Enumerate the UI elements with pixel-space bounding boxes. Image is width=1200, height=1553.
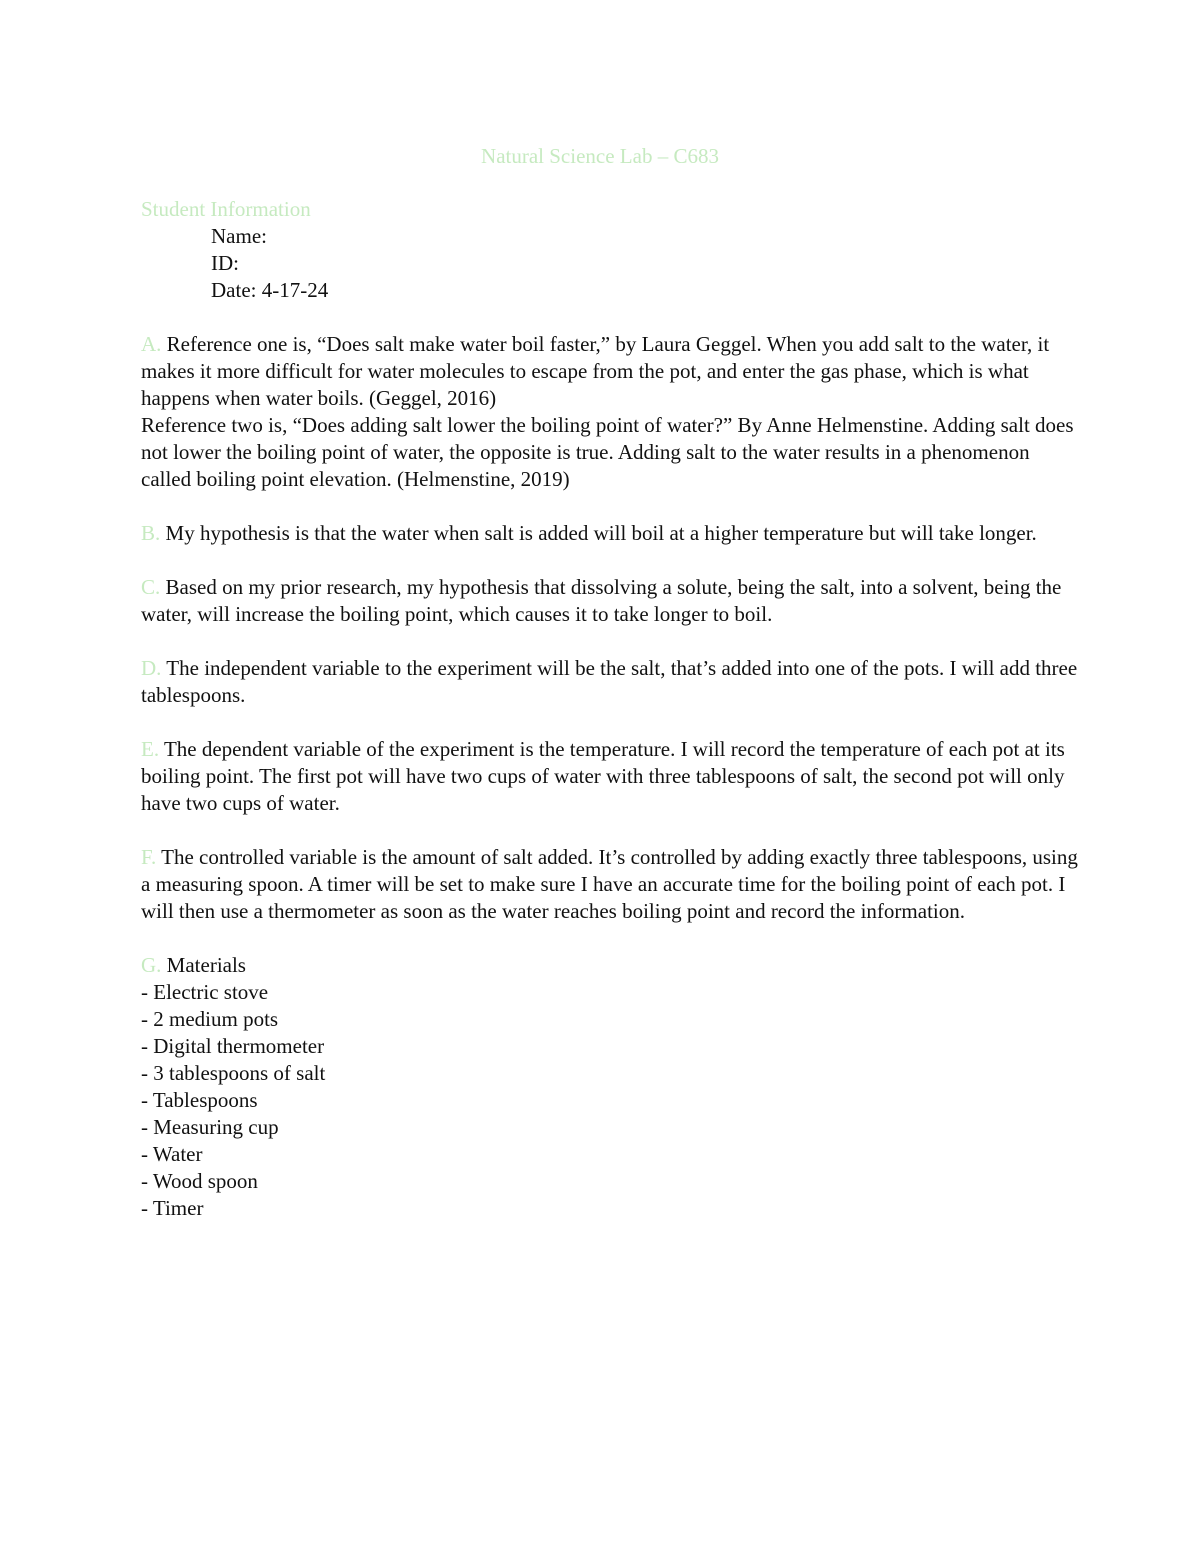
materials-item: - Measuring cup bbox=[141, 1115, 279, 1139]
materials-item: - Water bbox=[141, 1142, 203, 1166]
section-letter-b: B. bbox=[141, 521, 161, 545]
reference-one-text: Reference one is, “Does salt make water boil faster,” by Laura Geggel. When you add salt to the water, it makes it more difficult for water molecules to escape from the pot, and enter the gas phase, which is what happens when water boils. (Geggel, 2016) bbox=[141, 332, 1050, 410]
materials-item: - Tablespoons bbox=[141, 1088, 258, 1112]
document-body bbox=[141, 196, 1081, 1222]
materials-item: - 3 tablespoons of salt bbox=[141, 1061, 326, 1085]
independent-variable-text: The independent variable to the experiment will be the salt, that’s added into one of the pots. I will add three tablespoons. bbox=[141, 656, 1078, 707]
section-b bbox=[141, 520, 1081, 547]
materials-list bbox=[141, 979, 1081, 1222]
section-g bbox=[141, 952, 1081, 1222]
date-label: Date: 4-17-24 bbox=[211, 278, 329, 302]
materials-item: - Electric stove bbox=[141, 980, 269, 1004]
materials-item: - Wood spoon bbox=[141, 1169, 258, 1193]
reference-one bbox=[141, 331, 1081, 412]
section-letter-f: F. bbox=[141, 845, 157, 869]
section-e bbox=[141, 736, 1081, 817]
hypothesis-text: My hypothesis is that the water when salt is added will boil at a higher temperature but will take longer. bbox=[165, 521, 1037, 545]
materials-item: - Timer bbox=[141, 1196, 204, 1220]
spacer bbox=[141, 925, 1081, 952]
materials-heading-text: Materials bbox=[166, 953, 246, 977]
spacer bbox=[141, 304, 1081, 331]
section-letter-g: G. bbox=[141, 953, 162, 977]
document-title: Natural Science Lab – C683 bbox=[481, 144, 719, 168]
materials-heading bbox=[141, 952, 1081, 979]
dependent-variable-text: The dependent variable of the experiment is the temperature. I will record the temperature of each pot at its boiling point. The first pot will have two cups of water with three tablespoons of salt, the second pot will only have two cups of water. bbox=[141, 737, 1065, 815]
research-text: Based on my prior research, my hypothesis that dissolving a solute, being the salt, into a solvent, being the water, will increase the boiling point, which causes it to take longer to boil. bbox=[141, 575, 1062, 626]
section-letter-d: D. bbox=[141, 656, 162, 680]
id-label: ID: bbox=[211, 251, 239, 275]
spacer bbox=[141, 709, 1081, 736]
spacer bbox=[141, 628, 1081, 655]
section-letter-a: A. bbox=[141, 332, 162, 356]
materials-item: - Digital thermometer bbox=[141, 1034, 325, 1058]
student-info-heading: Student Information bbox=[141, 197, 311, 221]
controlled-variable-text: The controlled variable is the amount of salt added. It’s controlled by adding exactly three tablespoons, using a measuring spoon. A timer will be set to make sure I have an accurate time for the boiling point of each pot. I will then use a thermometer as soon as the water reaches boiling point and record the information. bbox=[141, 845, 1078, 923]
reference-two: Reference two is, “Does adding salt lower the boiling point of water?” By Anne Helmenstine. Adding salt does not lower the boiling point of water, the opposite is true. Adding salt to the water results in a phenomenon called boiling point elevation. (Helmenstine, 2019) bbox=[141, 413, 1074, 491]
section-f bbox=[141, 844, 1081, 925]
spacer bbox=[141, 817, 1081, 844]
section-c bbox=[141, 574, 1081, 628]
section-a bbox=[141, 331, 1081, 493]
spacer bbox=[141, 547, 1081, 574]
spacer bbox=[141, 493, 1081, 520]
materials-item: - 2 medium pots bbox=[141, 1007, 279, 1031]
section-d bbox=[141, 655, 1081, 709]
section-letter-e: E. bbox=[141, 737, 160, 761]
section-letter-c: C. bbox=[141, 575, 161, 599]
student-info-section bbox=[141, 196, 1081, 304]
name-label: Name: bbox=[211, 224, 267, 248]
